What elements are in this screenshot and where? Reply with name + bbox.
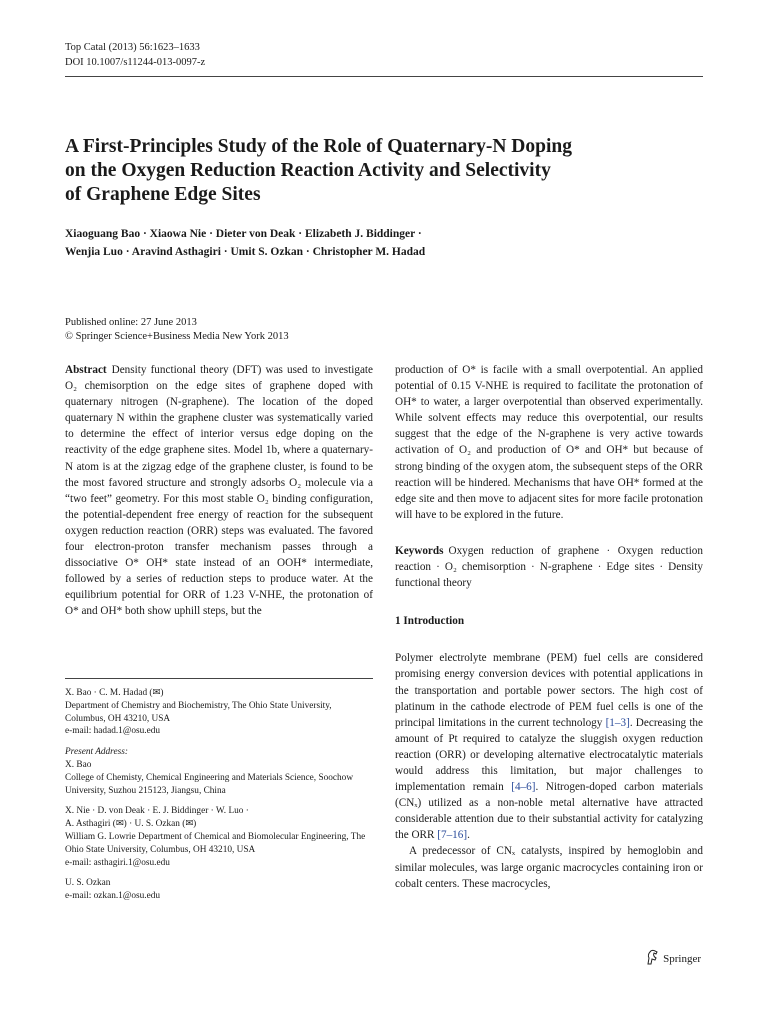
affiliation-authors: X. Nie · D. von Deak · E. J. Biddinger · W. Luo · [65, 806, 249, 817]
paper-title [65, 135, 705, 207]
present-address-label: Present Address: [65, 747, 128, 758]
affiliation-authors: X. Bao · C. M. Hadad (✉) [65, 688, 164, 698]
title-line: on the Oxygen Reduction Reaction Activity and Selectivity [65, 160, 551, 181]
keywords [395, 543, 703, 591]
intro-text: . Decreasing the amount of Pt required to catalyze the sluggish oxygen reduction reaction (ORR) or developing alternative electrocatalytic materials would address this limitation, but major challenges to implementation remain [395, 716, 703, 794]
springer-horse-icon [645, 949, 659, 968]
affiliation-email[interactable]: e-mail: asthagiri.1@osu.edu [65, 857, 170, 868]
keywords-text: Oxygen reduction of graphene · Oxygen reduction reaction · O₂ chemisorption · N-graphene · Edge sites · Density functional theory [395, 544, 703, 590]
author-line: Wenjia Luo · Aravind Asthagiri · Umit S. Ozkan · Christopher M. Hadad [65, 246, 426, 258]
intro-paragraph: A predecessor of CNₓ catalysts, inspired by hemoglobin and similar molecules, was large organic macrocycles containing iron or cobalt centers. These macrocycles, [395, 845, 703, 890]
affiliation-block [65, 805, 373, 869]
left-column [65, 362, 373, 620]
citation-link[interactable]: [1–3] [605, 716, 630, 729]
author-line: Xiaoguang Bao · Xiaowa Nie · Dieter von Deak · Elizabeth J. Biddinger · [65, 228, 422, 240]
affiliation-authors: A. Asthagiri (✉) · U. S. Ozkan (✉) [65, 819, 197, 830]
affiliation-block [65, 877, 373, 903]
publisher-name: Springer [663, 952, 701, 965]
affiliation-dept: College of Chemisty, Chemical Engineering and Materials Science, Soochow University, Suzhou 215123, Jiangsu, China [65, 772, 354, 796]
keywords-label: Keywords [395, 544, 444, 557]
affiliation-email[interactable]: e-mail: hadad.1@osu.edu [65, 726, 161, 737]
doi[interactable]: DOI 10.1007/s11244-013-0097-z [65, 57, 206, 68]
affiliation-dept: Department of Chemistry and Biochemistry, The Ohio State University, Columbus, OH 43210, USA [65, 700, 332, 724]
intro-paragraph [395, 650, 703, 843]
right-column [395, 362, 703, 892]
citation-link[interactable]: [4–6] [511, 781, 536, 794]
affiliation-authors: U. S. Ozkan [65, 878, 111, 889]
abstract-continued: production of O* is facile with a small overpotential. An applied potential of 0.15 V-NHE is required to facilitate the protonation of OH* to water, a larger overpotential than observed experimentally. While solvent effects may reduce this overpotential, our results suggest that the edge of the N-graphene is very active towards activation of O₂ and production of O* and OH* but because of strong binding of the oxygen atom, the subsequent steps of the ORR reaction will be hindered. Mechanisms that have OH* formed at the edge site and then move to adjacent sites for more facile protonation will have to be explored in the future. [395, 364, 703, 521]
affiliations [65, 687, 373, 911]
title-line: of Graphene Edge Sites [65, 184, 261, 205]
journal-header [65, 40, 205, 70]
intro-text: . [467, 829, 470, 842]
affiliation-authors: X. Bao [65, 759, 92, 770]
abstract-label: Abstract [65, 364, 107, 376]
publisher-mark [645, 949, 701, 968]
copyright: © Springer Science+Business Media New York 2013 [65, 331, 289, 342]
footnote-rule [65, 678, 373, 679]
published-date: Published online: 27 June 2013 [65, 317, 197, 328]
affiliation-dept: William G. Lowrie Department of Chemical and Biomolecular Engineering, The Ohio State University, Columbus, OH 43210, USA [65, 831, 366, 855]
intro-text: . Nitrogen-doped carbon materials (CNₓ) utilized as a non-noble metal alternative have attracted considerable attention due to their substantial activity for catalyzing the ORR [395, 781, 703, 842]
publication-info [65, 316, 289, 344]
header-rule [65, 76, 703, 77]
abstract [65, 362, 373, 620]
affiliation-block [65, 687, 373, 738]
affiliation-email[interactable]: e-mail: ozkan.1@osu.edu [65, 891, 161, 902]
section-heading: 1 Introduction [395, 615, 465, 628]
citation-link[interactable]: [7–16] [437, 829, 468, 842]
title-line: A First-Principles Study of the Role of Quaternary-N Doping [65, 136, 572, 157]
affiliation-block [65, 746, 373, 797]
journal-citation: Top Catal (2013) 56:1623–1633 [65, 42, 200, 53]
abstract-text: Density functional theory (DFT) was used to investigate O₂ chemisorption on the edge sites of graphene doped with quaternary nitrogen (N-graphene). The location of the doped quaternary N within the graphene cluster was systematically varied to determine the effect of interior versus edge doping on the reactivity of the edge graphene sites. Model 1b, where a quaternary-N atom is at the zigzag edge of the graphene cluster, is found to be the most favored structure and strongly adsorbs O₂ molecule via a “two feet” geometry. For this most stable O₂ binding configuration, the potential-dependent free energy of reaction for the subsequent oxygen reduction reaction (ORR) steps was evaluated. The favored four electron-proton transfer mechanism passes through a dissociative O* OH* state instead of an OOH* intermediate, followed by a series of reduction steps to produce water. At the equilibrium potential for ORR of 1.23 V-NHE, the protonation of O* and OH* both show uphill steps, but the [65, 364, 373, 618]
author-list [65, 225, 705, 261]
intro-text: Polymer electrolyte membrane (PEM) fuel cells are considered promising energy conversion devices with potential applications in the transportation and portable power sectors. The high cost of platinum in the cathode electrode of PEM fuel cells is one of the principal limitations in the current technology [395, 652, 703, 729]
